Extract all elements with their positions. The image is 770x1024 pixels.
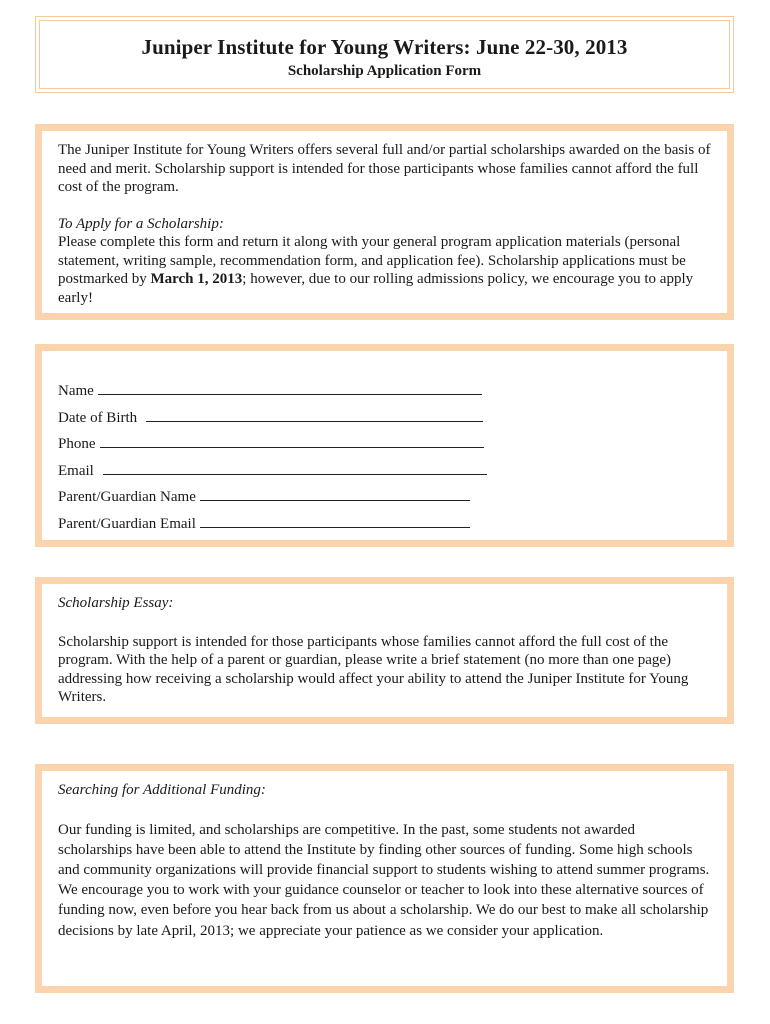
apply-deadline: March 1, 2013 xyxy=(150,271,243,287)
phone-row xyxy=(58,434,711,461)
guardian-email-field[interactable] xyxy=(200,514,470,528)
guardian-name-row xyxy=(58,487,711,514)
funding-heading: Searching for Additional Funding: xyxy=(58,782,266,798)
email-field[interactable] xyxy=(103,461,487,475)
guardian-email-label: Parent/Guardian Email xyxy=(58,515,196,532)
dob-label: Date of Birth xyxy=(58,409,138,426)
page-subtitle: Scholarship Application Form xyxy=(287,63,482,79)
dob-field[interactable] xyxy=(146,408,483,422)
dob-row xyxy=(58,408,711,435)
name-field[interactable] xyxy=(98,381,482,395)
funding-panel xyxy=(35,764,734,993)
apply-heading: To Apply for a Scholarship: xyxy=(58,215,224,232)
name-label: Name xyxy=(58,383,94,399)
intro-paragraph: The Juniper Institute for Young Writers offers several full and/or partial scholarships awarded on the basis of need and merit. Scholarship support is intended for those participants whose families cannot afford the full cost of the program. xyxy=(58,142,711,195)
guardian-name-field[interactable] xyxy=(200,487,470,501)
email-label: Email xyxy=(58,462,94,479)
guardian-name-label: Parent/Guardian Name xyxy=(58,489,196,506)
funding-text: Our funding is limited, and scholarships are competitive. In the past, some students not awarded scholarships have been able to attend the Institute by finding other sources of funding. Some high schools and community organizations will provide financial support to students wishing to attend summer programs. We encourage you to work with your guidance counselor or teacher to look into these alternative sources of funding now, even before you hear back from us about a scholarship. We do our best to make all scholarship decisions by late April, 2013; we appreciate your patience as we consider your application. xyxy=(58,821,710,939)
email-row xyxy=(58,461,711,488)
intro-panel xyxy=(35,124,734,320)
essay-heading: Scholarship Essay: xyxy=(58,595,174,611)
essay-text: Scholarship support is intended for those participants whose families cannot afford the full cost of the program. With the help of a parent or guardian, please write a brief statement (no more than one page) addressing how receiving a scholarship would affect your ability to attend the Juniper Institute for Young Writers. xyxy=(58,633,689,705)
page-title: Juniper Institute for Young Writers: June 22-30, 2013 xyxy=(141,35,628,59)
apply-text-before: Please complete this form and return it along with your general program application materials (personal statement, writing sample, recommendation form, and application fee). Scholarship applications must be postmarked by xyxy=(58,234,686,287)
header-inner xyxy=(39,20,730,89)
name-row xyxy=(58,381,711,408)
phone-label: Phone xyxy=(58,436,96,453)
header-box xyxy=(35,16,734,93)
applicant-info-panel xyxy=(35,344,734,547)
essay-panel xyxy=(35,577,734,724)
apply-instructions xyxy=(58,233,711,307)
guardian-email-row xyxy=(58,514,711,541)
phone-field[interactable] xyxy=(100,434,484,448)
apply-text-after: ; however, due to our rolling admissions policy, we encourage you to apply early! xyxy=(58,271,694,306)
